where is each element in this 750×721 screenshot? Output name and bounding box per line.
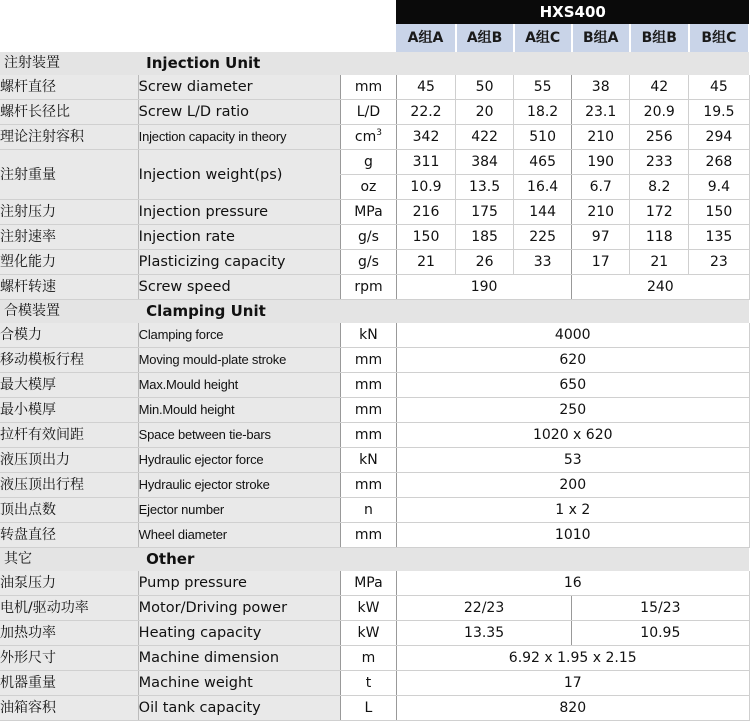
- value-cell: 22.2: [396, 100, 455, 125]
- value-cell: 6.92 x 1.95 x 2.15: [396, 646, 749, 671]
- spec-row: [0, 373, 749, 398]
- value-cell: 97: [572, 225, 630, 250]
- row-label-cn: 螺杆转速: [0, 275, 138, 300]
- row-unit: g/s: [340, 225, 396, 250]
- row-unit: L/D: [340, 100, 396, 125]
- value-cell: 268: [689, 150, 749, 175]
- spec-row: [0, 275, 749, 300]
- row-label-cn: 拉杆有效间距: [0, 423, 138, 448]
- row-label-en: Space between tie-bars: [138, 423, 340, 448]
- value-cell: 210: [572, 125, 630, 150]
- row-unit: L: [340, 696, 396, 721]
- spec-row: [0, 125, 749, 150]
- row-label-en: Wheel diameter: [138, 523, 340, 548]
- row-unit: mm: [340, 373, 396, 398]
- row-label-en: Motor/Driving power: [138, 596, 340, 621]
- row-unit: MPa: [340, 571, 396, 596]
- spec-row: [0, 696, 749, 721]
- group-header: A组C: [514, 24, 572, 52]
- value-cell: 250: [396, 398, 749, 423]
- value-cell: 45: [689, 75, 749, 100]
- model-header-row: [0, 0, 749, 24]
- value-cell: 384: [456, 150, 514, 175]
- value-cell: 175: [456, 200, 514, 225]
- row-unit: oz: [340, 175, 396, 200]
- row-label-en: Screw diameter: [138, 75, 340, 100]
- row-label-cn: 螺杆直径: [0, 75, 138, 100]
- row-label-cn: 最大模厚: [0, 373, 138, 398]
- section-injection: [0, 52, 749, 75]
- row-unit: kW: [340, 596, 396, 621]
- row-unit: mm: [340, 348, 396, 373]
- value-cell: 620: [396, 348, 749, 373]
- value-cell: 225: [514, 225, 572, 250]
- group-header: A组A: [396, 24, 455, 52]
- value-cell: 240: [572, 275, 749, 300]
- spec-row: [0, 150, 749, 175]
- value-cell: 150: [689, 200, 749, 225]
- section-title-en: Injection Unit: [138, 52, 749, 75]
- value-cell: 55: [514, 75, 572, 100]
- row-label-en: Machine dimension: [138, 646, 340, 671]
- row-unit: mm: [340, 75, 396, 100]
- value-cell: 6.7: [572, 175, 630, 200]
- spec-row: [0, 523, 749, 548]
- value-cell: 18.2: [514, 100, 572, 125]
- spec-row: [0, 348, 749, 373]
- group-header: B组A: [572, 24, 630, 52]
- value-cell: 233: [630, 150, 689, 175]
- value-cell: 342: [396, 125, 455, 150]
- row-unit: [340, 125, 396, 150]
- row-label-en: Injection rate: [138, 225, 340, 250]
- row-label-en: Plasticizing capacity: [138, 250, 340, 275]
- row-label-en: Machine weight: [138, 671, 340, 696]
- value-cell: 422: [456, 125, 514, 150]
- group-header-row: [0, 24, 749, 52]
- row-label-cn: 顶出点数: [0, 498, 138, 523]
- value-cell: 16.4: [514, 175, 572, 200]
- row-label-en: Screw L/D ratio: [138, 100, 340, 125]
- row-label-en: Injection capacity in theory: [138, 125, 340, 150]
- row-label-en: Min.Mould height: [138, 398, 340, 423]
- value-cell: 650: [396, 373, 749, 398]
- value-cell: 17: [572, 250, 630, 275]
- row-label-cn: 油箱容积: [0, 696, 138, 721]
- value-cell: 465: [514, 150, 572, 175]
- group-header: B组B: [630, 24, 689, 52]
- row-unit: mm: [340, 398, 396, 423]
- row-unit: mm: [340, 423, 396, 448]
- row-unit: g: [340, 150, 396, 175]
- row-label-cn: 液压顶出行程: [0, 473, 138, 498]
- spec-row: [0, 621, 749, 646]
- value-cell: 294: [689, 125, 749, 150]
- row-label-en: Clamping force: [138, 323, 340, 348]
- value-cell: 256: [630, 125, 689, 150]
- value-cell: 13.35: [396, 621, 571, 646]
- row-label-cn: 理论注射容积: [0, 125, 138, 150]
- spec-row: [0, 75, 749, 100]
- row-label-en: Ejector number: [138, 498, 340, 523]
- value-cell: 210: [572, 200, 630, 225]
- row-label-en: Screw speed: [138, 275, 340, 300]
- value-cell: 21: [396, 250, 455, 275]
- row-label-cn: 移动模板行程: [0, 348, 138, 373]
- value-cell: 510: [514, 125, 572, 150]
- row-label-cn: 电机/驱动功率: [0, 596, 138, 621]
- value-cell: 26: [456, 250, 514, 275]
- row-unit: mm: [340, 523, 396, 548]
- spec-row: [0, 200, 749, 225]
- value-cell: 23.1: [572, 100, 630, 125]
- spec-row: [0, 323, 749, 348]
- row-label-cn: 转盘直径: [0, 523, 138, 548]
- row-label-cn: 螺杆长径比: [0, 100, 138, 125]
- section-title-en: Clamping Unit: [138, 300, 749, 324]
- value-cell: 15/23: [572, 596, 749, 621]
- value-cell: 172: [630, 200, 689, 225]
- row-label-en: Injection pressure: [138, 200, 340, 225]
- value-cell: 22/23: [396, 596, 571, 621]
- row-label-en: Hydraulic ejector force: [138, 448, 340, 473]
- value-cell: 8.2: [630, 175, 689, 200]
- value-cell: 185: [456, 225, 514, 250]
- section-title-cn: 合模装置: [0, 300, 138, 324]
- row-unit: t: [340, 671, 396, 696]
- group-header: A组B: [456, 24, 514, 52]
- spec-row: [0, 225, 749, 250]
- value-cell: 820: [396, 696, 749, 721]
- row-label-en: Heating capacity: [138, 621, 340, 646]
- value-cell: 311: [396, 150, 455, 175]
- row-label-en: Oil tank capacity: [138, 696, 340, 721]
- spec-row: [0, 423, 749, 448]
- value-cell: 38: [572, 75, 630, 100]
- row-unit: mm: [340, 473, 396, 498]
- value-cell: 1 x 2: [396, 498, 749, 523]
- value-cell: 20.9: [630, 100, 689, 125]
- value-cell: 23: [689, 250, 749, 275]
- row-unit: kN: [340, 323, 396, 348]
- row-label-en: Hydraulic ejector stroke: [138, 473, 340, 498]
- row-label-cn: 注射重量: [0, 150, 138, 200]
- spec-row: [0, 596, 749, 621]
- value-cell: 1020 x 620: [396, 423, 749, 448]
- row-label-cn: 机器重量: [0, 671, 138, 696]
- spec-row: [0, 473, 749, 498]
- value-cell: 42: [630, 75, 689, 100]
- row-label-en: Injection weight(ps): [138, 150, 340, 200]
- spec-row: [0, 100, 749, 125]
- row-label-en: Pump pressure: [138, 571, 340, 596]
- section-other: [0, 548, 749, 572]
- value-cell: 135: [689, 225, 749, 250]
- row-unit: g/s: [340, 250, 396, 275]
- value-cell: 20: [456, 100, 514, 125]
- model-name: HXS400: [396, 0, 749, 24]
- row-label-cn: 注射压力: [0, 200, 138, 225]
- spec-row: [0, 498, 749, 523]
- value-cell: 10.9: [396, 175, 455, 200]
- row-label-cn: 合模力: [0, 323, 138, 348]
- spec-row: [0, 646, 749, 671]
- section-title-en: Other: [138, 548, 749, 572]
- value-cell: 10.95: [572, 621, 749, 646]
- row-label-cn: 外形尺寸: [0, 646, 138, 671]
- value-cell: 190: [396, 275, 571, 300]
- spec-row: [0, 571, 749, 596]
- value-cell: 16: [396, 571, 749, 596]
- value-cell: 144: [514, 200, 572, 225]
- spec-row: [0, 250, 749, 275]
- row-label-en: Moving mould-plate stroke: [138, 348, 340, 373]
- unit-text: cm: [354, 129, 377, 145]
- row-label-cn: 注射速率: [0, 225, 138, 250]
- value-cell: 190: [572, 150, 630, 175]
- row-unit: kN: [340, 448, 396, 473]
- value-cell: 200: [396, 473, 749, 498]
- spec-row: [0, 398, 749, 423]
- value-cell: 13.5: [456, 175, 514, 200]
- row-unit: kW: [340, 621, 396, 646]
- value-cell: 33: [514, 250, 572, 275]
- row-label-cn: 油泵压力: [0, 571, 138, 596]
- value-cell: 17: [396, 671, 749, 696]
- section-clamping: [0, 300, 749, 324]
- value-cell: 216: [396, 200, 455, 225]
- value-cell: 150: [396, 225, 455, 250]
- spec-row: [0, 448, 749, 473]
- row-label-cn: 最小模厚: [0, 398, 138, 423]
- value-cell: 19.5: [689, 100, 749, 125]
- section-title-cn: 注射装置: [0, 52, 138, 75]
- value-cell: 1010: [396, 523, 749, 548]
- value-cell: 45: [396, 75, 455, 100]
- row-label-cn: 加热功率: [0, 621, 138, 646]
- row-unit: n: [340, 498, 396, 523]
- value-cell: 4000: [396, 323, 749, 348]
- row-label-cn: 液压顶出力: [0, 448, 138, 473]
- section-title-cn: 其它: [0, 548, 138, 572]
- value-cell: 9.4: [689, 175, 749, 200]
- value-cell: 50: [456, 75, 514, 100]
- spec-row: [0, 671, 749, 696]
- group-header: B组C: [689, 24, 749, 52]
- row-unit: MPa: [340, 200, 396, 225]
- row-unit: rpm: [340, 275, 396, 300]
- unit-superscript: 3: [376, 128, 382, 138]
- value-cell: 53: [396, 448, 749, 473]
- value-cell: 118: [630, 225, 689, 250]
- row-label-en: Max.Mould height: [138, 373, 340, 398]
- value-cell: 21: [630, 250, 689, 275]
- row-label-cn: 塑化能力: [0, 250, 138, 275]
- row-unit: m: [340, 646, 396, 671]
